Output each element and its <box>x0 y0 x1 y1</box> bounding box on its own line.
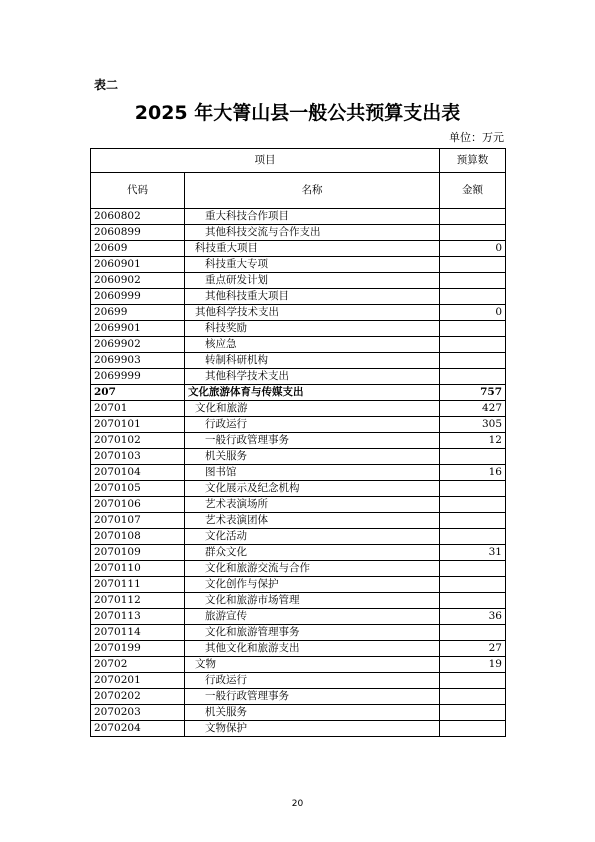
table-row <box>91 209 506 225</box>
row-amount: 27 <box>440 641 506 657</box>
row-name: 旅游宣传 <box>185 609 440 625</box>
row-amount <box>440 689 506 705</box>
row-amount <box>440 513 506 529</box>
row-amount <box>440 369 506 385</box>
row-amount: 31 <box>440 545 506 561</box>
table-row <box>91 673 506 689</box>
row-code: 2060899 <box>91 225 185 241</box>
row-amount <box>440 449 506 465</box>
row-code: 2070104 <box>91 465 185 481</box>
row-name: 其他科学技术支出 <box>185 369 440 385</box>
header-budget: 预算数 <box>440 149 506 173</box>
row-code: 2070102 <box>91 433 185 449</box>
row-amount: 427 <box>440 401 506 417</box>
row-code: 2069901 <box>91 321 185 337</box>
row-code: 2070103 <box>91 449 185 465</box>
row-code: 2070199 <box>91 641 185 657</box>
table-row <box>91 257 506 273</box>
table-row <box>91 529 506 545</box>
table-row <box>91 481 506 497</box>
table-row <box>91 513 506 529</box>
row-name: 重点研发计划 <box>185 273 440 289</box>
table-row <box>91 561 506 577</box>
row-name: 艺术表演场所 <box>185 497 440 513</box>
row-name: 文化和旅游管理事务 <box>185 625 440 641</box>
table-row <box>91 657 506 673</box>
table-label: 表二 <box>94 78 119 92</box>
row-amount <box>440 481 506 497</box>
row-name: 艺术表演团体 <box>185 513 440 529</box>
table-row <box>91 417 506 433</box>
row-name: 科技奖励 <box>185 321 440 337</box>
row-name: 机关服务 <box>185 705 440 721</box>
row-code: 2070111 <box>91 577 185 593</box>
unit-label: 单位：万元 <box>449 131 504 144</box>
row-name: 一般行政管理事务 <box>185 433 440 449</box>
table-row <box>91 577 506 593</box>
table-row <box>91 289 506 305</box>
row-code: 2070108 <box>91 529 185 545</box>
row-amount <box>440 625 506 641</box>
row-name: 文化展示及纪念机构 <box>185 481 440 497</box>
row-name: 文化旅游体育与传媒支出 <box>185 385 440 401</box>
row-amount: 757 <box>440 385 506 401</box>
row-amount <box>440 577 506 593</box>
table-row <box>91 305 506 321</box>
table-row <box>91 593 506 609</box>
table-row <box>91 625 506 641</box>
table-body <box>91 209 506 737</box>
table-row <box>91 641 506 657</box>
row-name: 机关服务 <box>185 449 440 465</box>
row-amount <box>440 593 506 609</box>
page-title: 2025 年大箐山县一般公共预算支出表 <box>134 102 461 124</box>
row-amount: 16 <box>440 465 506 481</box>
row-code: 2060802 <box>91 209 185 225</box>
row-amount <box>440 321 506 337</box>
row-name: 其他科技交流与合作支出 <box>185 225 440 241</box>
table-row <box>91 337 506 353</box>
page-number: 20 <box>291 799 304 809</box>
table-row <box>91 449 506 465</box>
row-code: 2070112 <box>91 593 185 609</box>
row-amount: 0 <box>440 305 506 321</box>
row-name: 文化创作与保护 <box>185 577 440 593</box>
row-amount <box>440 561 506 577</box>
table-row <box>91 609 506 625</box>
row-code: 2060999 <box>91 289 185 305</box>
row-name: 重大科技合作项目 <box>185 209 440 225</box>
row-code: 2070113 <box>91 609 185 625</box>
table-row <box>91 321 506 337</box>
row-code: 2070201 <box>91 673 185 689</box>
row-code: 2069903 <box>91 353 185 369</box>
row-code: 2060902 <box>91 273 185 289</box>
row-code: 2070114 <box>91 625 185 641</box>
header-name: 名称 <box>185 173 440 209</box>
row-amount <box>440 257 506 273</box>
row-amount <box>440 529 506 545</box>
row-name: 文化和旅游交流与合作 <box>185 561 440 577</box>
table-row <box>91 497 506 513</box>
row-code: 2070109 <box>91 545 185 561</box>
header-project: 项目 <box>91 149 440 173</box>
table-row <box>91 225 506 241</box>
row-amount <box>440 289 506 305</box>
row-name: 转制科研机构 <box>185 353 440 369</box>
row-code: 20701 <box>91 401 185 417</box>
row-code: 2070101 <box>91 417 185 433</box>
row-name: 科技重大专项 <box>185 257 440 273</box>
row-code: 2070203 <box>91 705 185 721</box>
row-code: 2069902 <box>91 337 185 353</box>
row-name: 文物保护 <box>185 721 440 737</box>
row-name: 图书馆 <box>185 465 440 481</box>
table-row <box>91 385 506 401</box>
table-row <box>91 241 506 257</box>
row-amount <box>440 273 506 289</box>
row-name: 一般行政管理事务 <box>185 689 440 705</box>
row-code: 2070107 <box>91 513 185 529</box>
row-code: 2070202 <box>91 689 185 705</box>
row-code: 2070105 <box>91 481 185 497</box>
table-row <box>91 353 506 369</box>
row-name: 其他科学技术支出 <box>185 305 440 321</box>
row-amount <box>440 497 506 513</box>
header-code: 代码 <box>91 173 185 209</box>
table-row <box>91 369 506 385</box>
row-code: 2060901 <box>91 257 185 273</box>
row-name: 其他文化和旅游支出 <box>185 641 440 657</box>
header-row-project <box>91 149 506 173</box>
table-row <box>91 465 506 481</box>
row-code: 2070204 <box>91 721 185 737</box>
row-amount <box>440 337 506 353</box>
row-code: 2069999 <box>91 369 185 385</box>
header-row-columns <box>91 173 506 209</box>
row-name: 行政运行 <box>185 673 440 689</box>
row-code: 20702 <box>91 657 185 673</box>
row-name: 文化和旅游市场管理 <box>185 593 440 609</box>
row-code: 20609 <box>91 241 185 257</box>
row-name: 行政运行 <box>185 417 440 433</box>
row-name: 核应急 <box>185 337 440 353</box>
table-row <box>91 689 506 705</box>
row-code: 2070106 <box>91 497 185 513</box>
row-name: 文化和旅游 <box>185 401 440 417</box>
row-name: 文物 <box>185 657 440 673</box>
row-amount: 305 <box>440 417 506 433</box>
header-amount: 金额 <box>440 173 506 209</box>
row-code: 2070110 <box>91 561 185 577</box>
table-row <box>91 545 506 561</box>
row-name: 科技重大项目 <box>185 241 440 257</box>
table-row <box>91 273 506 289</box>
row-name: 其他科技重大项目 <box>185 289 440 305</box>
table-row <box>91 401 506 417</box>
row-amount: 12 <box>440 433 506 449</box>
row-amount: 0 <box>440 241 506 257</box>
row-amount: 19 <box>440 657 506 673</box>
row-amount <box>440 705 506 721</box>
row-amount <box>440 673 506 689</box>
row-amount <box>440 353 506 369</box>
row-amount <box>440 721 506 737</box>
table-row <box>91 433 506 449</box>
budget-table <box>90 148 506 737</box>
row-code: 207 <box>91 385 185 401</box>
row-name: 群众文化 <box>185 545 440 561</box>
row-amount: 36 <box>440 609 506 625</box>
row-amount <box>440 225 506 241</box>
row-amount <box>440 209 506 225</box>
table-row <box>91 705 506 721</box>
row-name: 文化活动 <box>185 529 440 545</box>
row-code: 20699 <box>91 305 185 321</box>
table-row <box>91 721 506 737</box>
